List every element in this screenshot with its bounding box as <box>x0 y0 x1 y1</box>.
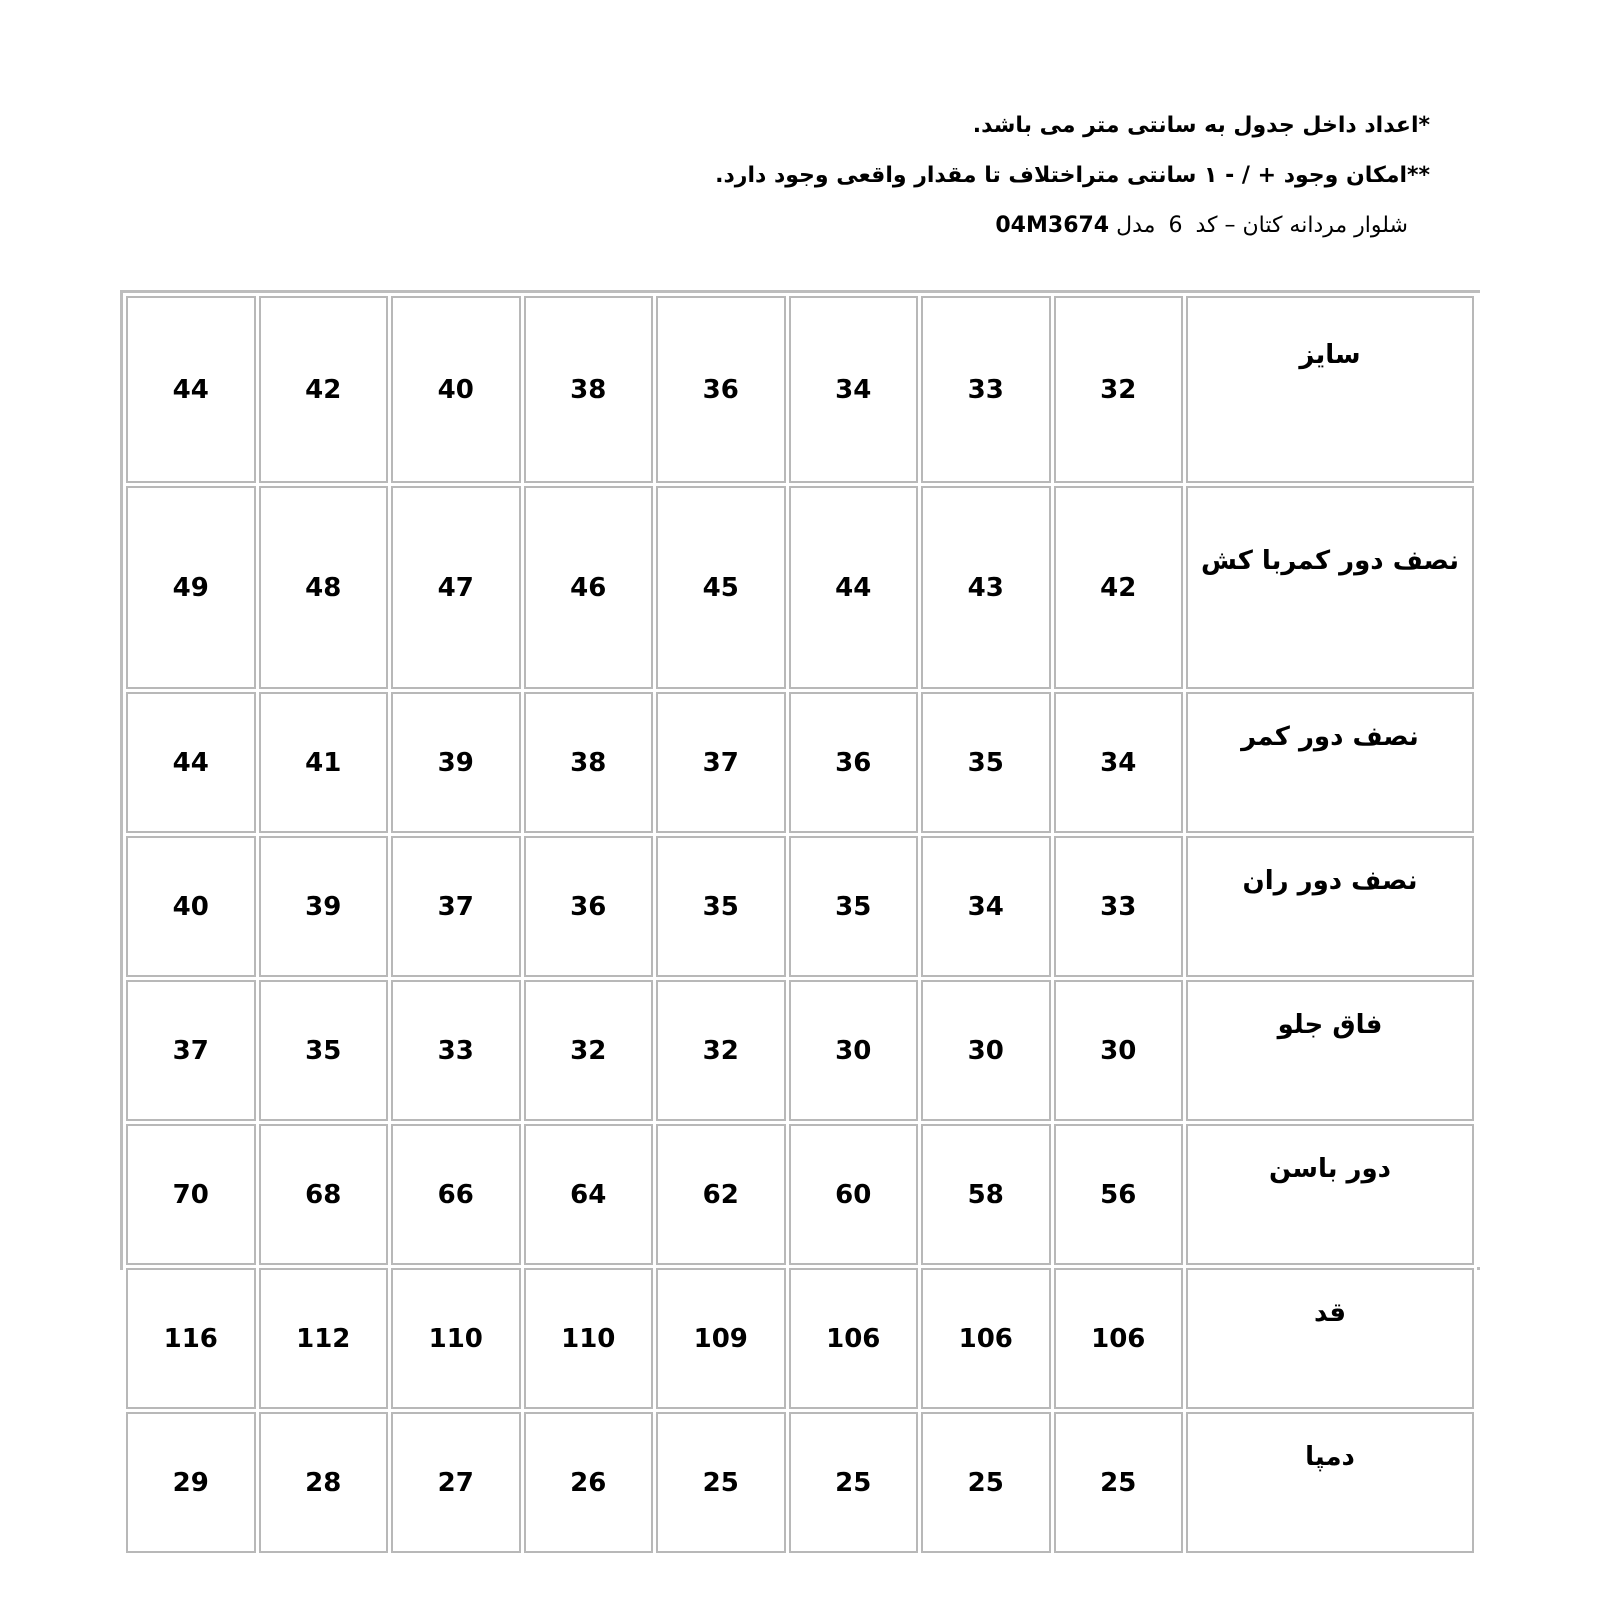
row-label: دور باسن <box>1186 1124 1474 1265</box>
table-cell: 33 <box>391 980 521 1121</box>
table-cell: 39 <box>391 692 521 833</box>
table-cell: 37 <box>656 692 786 833</box>
notes-block <box>670 112 1430 240</box>
row-label: قد <box>1186 1268 1474 1409</box>
table-cell: 29 <box>126 1412 256 1553</box>
table-cell: 43 <box>921 486 1051 689</box>
table-cell: 58 <box>921 1124 1051 1265</box>
table-cell: 41 <box>259 692 389 833</box>
size-table-container <box>120 290 1480 1498</box>
table-cell: 25 <box>656 1412 786 1553</box>
table-cell: 32 <box>656 980 786 1121</box>
table-row <box>126 1124 1474 1265</box>
table-cell: 36 <box>524 836 654 977</box>
table-cell: 40 <box>126 836 256 977</box>
row-label: نصف دور کمر <box>1186 692 1474 833</box>
table-cell: 49 <box>126 486 256 689</box>
table-cell: 42 <box>1054 486 1184 689</box>
table-cell: 25 <box>921 1412 1051 1553</box>
product-title-number: 6 <box>1168 213 1183 238</box>
table-cell: 45 <box>656 486 786 689</box>
table-cell: 35 <box>259 980 389 1121</box>
table-cell: 33 <box>921 296 1051 483</box>
table-cell: 25 <box>789 1412 919 1553</box>
size-table <box>123 293 1477 1556</box>
table-cell: 32 <box>1054 296 1184 483</box>
table-row <box>126 1412 1474 1553</box>
table-row <box>126 836 1474 977</box>
table-cell: 42 <box>259 296 389 483</box>
table-cell: 35 <box>789 836 919 977</box>
table-cell: 68 <box>259 1124 389 1265</box>
table-cell: 37 <box>391 836 521 977</box>
table-cell: 56 <box>1054 1124 1184 1265</box>
table-cell: 40 <box>391 296 521 483</box>
table-cell: 66 <box>391 1124 521 1265</box>
table-cell: 44 <box>126 692 256 833</box>
table-cell: 44 <box>789 486 919 689</box>
table-cell: 116 <box>126 1268 256 1409</box>
table-cell: 106 <box>921 1268 1051 1409</box>
table-cell: 64 <box>524 1124 654 1265</box>
table-cell: 60 <box>789 1124 919 1265</box>
table-cell: 39 <box>259 836 389 977</box>
product-title-text: شلوار مردانه کتان – کد <box>1195 213 1408 238</box>
table-row <box>126 1268 1474 1409</box>
table-cell: 34 <box>789 296 919 483</box>
table-cell: 33 <box>1054 836 1184 977</box>
table-row <box>126 980 1474 1121</box>
table-cell: 26 <box>524 1412 654 1553</box>
table-cell: 25 <box>1054 1412 1184 1553</box>
table-cell: 62 <box>656 1124 786 1265</box>
table-row <box>126 692 1474 833</box>
row-label: فاق جلو <box>1186 980 1474 1121</box>
table-cell: 36 <box>789 692 919 833</box>
table-cell: 28 <box>259 1412 389 1553</box>
table-cell: 47 <box>391 486 521 689</box>
table-cell: 106 <box>1054 1268 1184 1409</box>
row-label: نصف دور ران <box>1186 836 1474 977</box>
table-cell: 110 <box>524 1268 654 1409</box>
table-cell: 36 <box>656 296 786 483</box>
table-cell: 37 <box>126 980 256 1121</box>
size-table-body <box>126 296 1474 1553</box>
table-cell: 44 <box>126 296 256 483</box>
table-row <box>126 296 1474 483</box>
row-label: سایز <box>1186 296 1474 483</box>
product-model-label: مدل <box>1116 213 1156 238</box>
table-cell: 34 <box>921 836 1051 977</box>
table-cell: 48 <box>259 486 389 689</box>
row-label: دمپا <box>1186 1412 1474 1553</box>
table-cell: 70 <box>126 1124 256 1265</box>
table-cell: 112 <box>259 1268 389 1409</box>
table-cell: 106 <box>789 1268 919 1409</box>
note-tolerance: **امکان وجود + / - ۱ سانتی متراختلاف تا مقدار واقعی وجود دارد. <box>715 163 1430 188</box>
product-code: 04M3674 <box>995 213 1110 238</box>
table-cell: 30 <box>1054 980 1184 1121</box>
product-title <box>670 212 1408 240</box>
table-row <box>126 486 1474 689</box>
note-units: *اعداد داخل جدول به سانتی متر می باشد. <box>972 113 1430 138</box>
row-label: نصف دور کمربا کش <box>1186 486 1474 689</box>
table-cell: 38 <box>524 296 654 483</box>
table-cell: 27 <box>391 1412 521 1553</box>
table-cell: 46 <box>524 486 654 689</box>
table-cell: 30 <box>789 980 919 1121</box>
table-cell: 35 <box>656 836 786 977</box>
table-cell: 38 <box>524 692 654 833</box>
table-cell: 35 <box>921 692 1051 833</box>
table-cell: 34 <box>1054 692 1184 833</box>
table-cell: 30 <box>921 980 1051 1121</box>
table-cell: 110 <box>391 1268 521 1409</box>
table-cell: 32 <box>524 980 654 1121</box>
table-cell: 109 <box>656 1268 786 1409</box>
